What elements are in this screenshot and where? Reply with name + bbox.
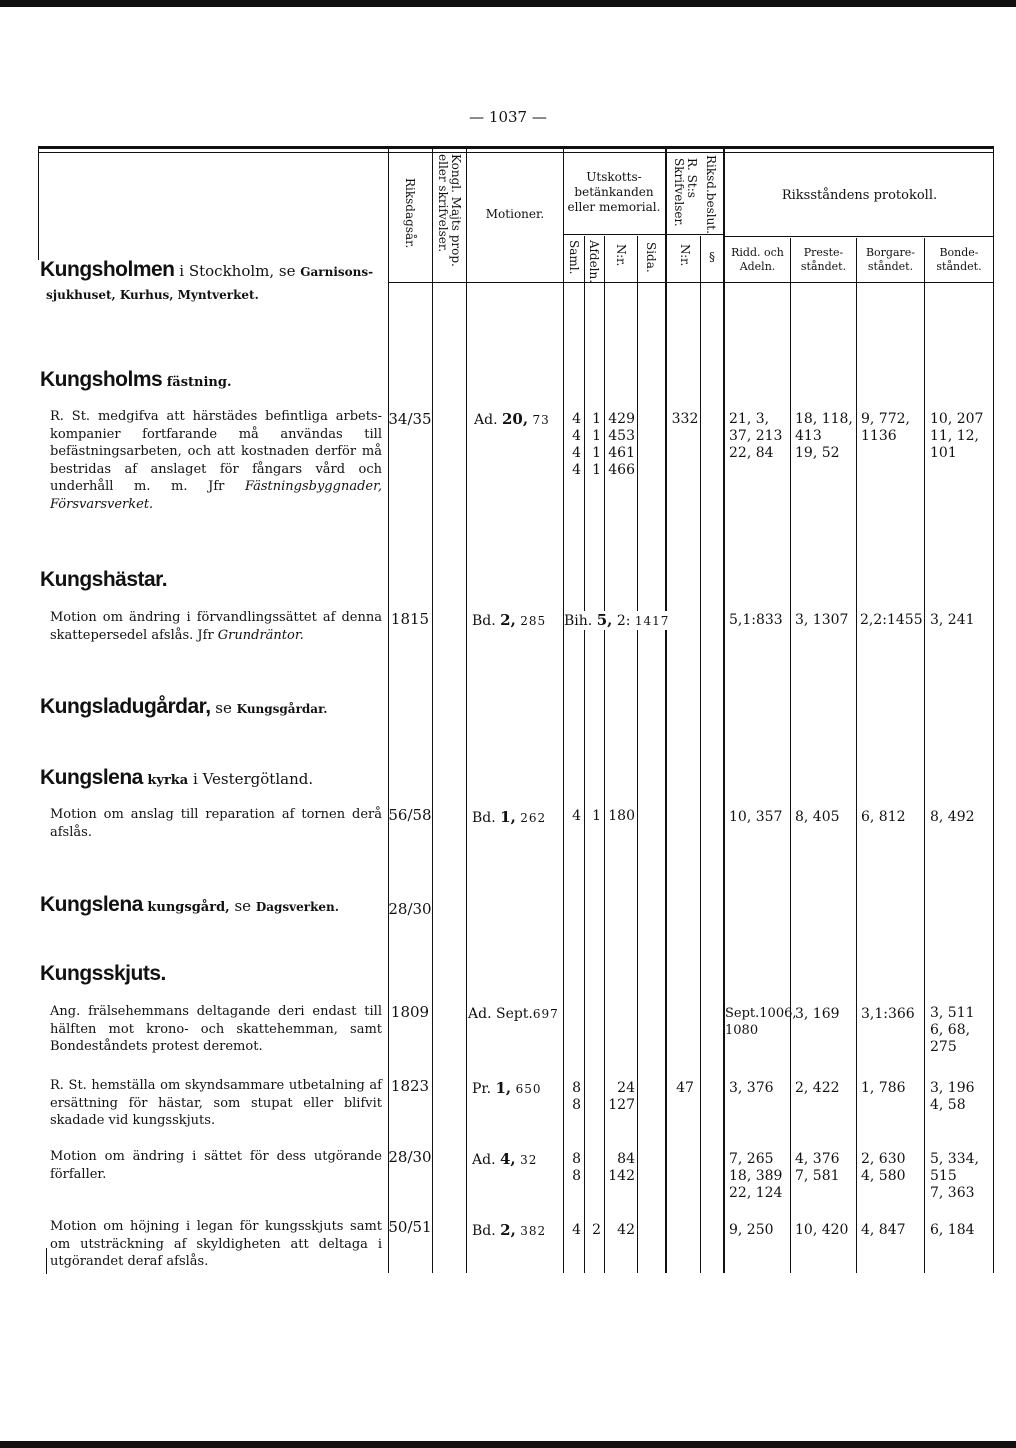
header-bonde: Bonde- ståndet. xyxy=(936,246,982,273)
section-kungslena-kyrka: Kungslena kyrka i Vestergötland. xyxy=(40,766,314,789)
entry-text: Motion om anslag till reparation af tornen derå afslås. xyxy=(50,807,382,840)
col-line-preste xyxy=(856,238,857,1273)
entry-borgare: 1, 786 xyxy=(861,1080,906,1096)
ref-link[interactable]: sjukhuset, Kurhus, Myntverket. xyxy=(46,288,259,302)
entry-motion: Ad. 20, 73 xyxy=(474,410,550,428)
entry-bonde: 5, 334, 515 7, 363 xyxy=(930,1151,979,1201)
utskotts-sub-rule xyxy=(563,234,670,235)
entry-preste: 10, 420 xyxy=(795,1222,849,1238)
entry-preste: 4, 376 7, 581 xyxy=(795,1151,840,1184)
section-title: Kungsladugårdar, xyxy=(40,695,211,718)
entry-ridd: 3, 376 xyxy=(729,1080,774,1096)
top-border xyxy=(0,0,1016,7)
entry-ridd: 21, 3, 37, 213 22, 84 xyxy=(729,411,783,461)
entry-year: 28/30 xyxy=(388,900,432,918)
section-kungsskjuts xyxy=(40,962,166,986)
col-line-saml xyxy=(584,236,585,1273)
entry-saml: 4 xyxy=(572,1222,581,1238)
header-borgare: Borgare- ståndet. xyxy=(865,246,916,273)
entry-skrif-nr: 332 xyxy=(671,411,699,427)
col-line-sida xyxy=(665,148,667,1273)
entry-preste: 18, 118, 413 19, 52 xyxy=(795,411,853,461)
section-kungslena-gard: Kungslena kungsgård, se Dagsverken. xyxy=(40,893,339,916)
ref-link[interactable]: Garnisons- xyxy=(300,265,374,279)
skrif-sub-rule xyxy=(670,234,725,235)
col-line-beslut xyxy=(723,148,725,1273)
entry-motion: Bd. 2, 382 xyxy=(472,1221,547,1239)
entry-saml: 8 8 xyxy=(572,1080,581,1113)
entry-year: 28/30 xyxy=(388,1148,432,1166)
col-line-skrif xyxy=(700,236,701,1273)
entry-borgare: 2, 630 4, 580 xyxy=(861,1151,906,1184)
col-line-ridd xyxy=(790,238,791,1273)
bottom-border xyxy=(0,1441,1016,1448)
page-number: — 1037 — xyxy=(469,108,547,126)
entry-afdeln: 2 xyxy=(592,1222,601,1238)
entry-saml: 8 8 xyxy=(572,1151,581,1184)
entry-nr: 180 xyxy=(608,808,635,824)
section-title: Kungshästar. xyxy=(40,568,168,591)
entry-motion: Ad. Sept.697 xyxy=(468,1006,559,1022)
entry-year: 34/35 xyxy=(388,410,432,428)
right-border xyxy=(993,148,994,1273)
header-bottom-rule xyxy=(388,282,994,283)
section-kungsholmen: Kungsholmen i Stockholm, se Garnisons- xyxy=(40,258,374,281)
entry-bonde: 8, 492 xyxy=(930,809,975,825)
col-line-motion xyxy=(466,148,467,1273)
left-border xyxy=(38,148,39,260)
section-title: Kungsholmen xyxy=(40,258,175,281)
entry-motion: Ad. 4, 32 xyxy=(472,1150,538,1168)
ref-link[interactable]: Grundräntor. xyxy=(217,627,304,643)
header-utskotts: Utskotts- betänkanden eller memorial. xyxy=(567,170,661,214)
entry-bonde: 3, 511 6, 68, 275 xyxy=(930,1005,975,1055)
entry-bonde: 10, 207 11, 12, 101 xyxy=(930,411,984,461)
entry-ridd: 10, 357 xyxy=(729,809,783,825)
section-kungsladugardar: Kungsladugårdar, se Kungsgårdar. xyxy=(40,695,328,718)
ref-link[interactable]: Dagsverken. xyxy=(255,900,339,914)
col-line-nr xyxy=(637,236,638,1273)
entry-text: Motion om ändring i förvandlingssättet af denna skattepersedel afslås. Jfr Grundräntor. xyxy=(50,610,382,643)
entry-bonde: 6, 184 xyxy=(930,1222,975,1238)
header-saml: Saml. xyxy=(567,240,581,275)
entry-skrif-nr: 47 xyxy=(676,1080,694,1096)
table-top-rule xyxy=(38,146,994,149)
col-line-afdeln xyxy=(604,236,605,1273)
entry-afdeln: 1 1 1 1 xyxy=(592,411,601,478)
entry-text: Ang. frälsehemmans deltagande deri endast till hälften mot krono- och skattehemman, samt Bondeståndets protest deremot. xyxy=(50,1004,382,1054)
entry-preste: 3, 1307 xyxy=(795,612,849,628)
header-paragraph: § xyxy=(709,250,715,264)
entry-nr: 24 127 xyxy=(608,1080,635,1113)
entry-ridd: 7, 265 18, 389 22, 124 xyxy=(729,1151,783,1201)
col-line-year xyxy=(388,148,389,1273)
entry-motion: Bd. 1, 262 xyxy=(472,808,547,826)
entry-bonde: 3, 196 4, 58 xyxy=(930,1080,975,1113)
section-kungshastar xyxy=(40,568,167,592)
entry-borgare: 9, 772, 1136 xyxy=(861,411,910,444)
entry-text: R. St. medgifva att härstädes befintliga arbets-kompanier fortfarande må användas till befästningsarbeten, och att kostnaden derför må bestridas af anslaget för fångars vård och underhåll m. m. Jfr Fästningsbyggnader, Försvarsverket. xyxy=(50,409,382,512)
header-nr: N:r. xyxy=(614,244,628,267)
entry-year: 1815 xyxy=(390,610,430,628)
header-riksstandens: Riksståndens protokoll. xyxy=(781,188,938,203)
section-title: Kungslena xyxy=(40,766,143,789)
col-line-borgare xyxy=(924,238,925,1273)
header-ridd: Ridd. och Adeln. xyxy=(731,246,784,273)
entry-text: Motion om ändring i sättet för dess utgörande förfaller. xyxy=(50,1149,382,1182)
entry-borgare: 3,1:366 xyxy=(861,1006,915,1022)
protokoll-sub-rule xyxy=(725,236,993,237)
entry-text: Motion om höjning i legan för kungsskjuts samt om utsträckning af skyldigheten att deltaga i utgörandet deraf afslås. xyxy=(50,1219,382,1269)
section-title: Kungsskjuts. xyxy=(40,962,166,985)
entry-ridd: 9, 250 xyxy=(729,1222,774,1238)
entry-year: 50/51 xyxy=(388,1218,432,1236)
entry-motion: Pr. 1, 650 xyxy=(472,1079,542,1097)
entry-saml: 4 xyxy=(572,808,581,824)
entry-afdeln: 1 xyxy=(592,808,601,824)
ref-link[interactable]: Fästningsbyggnader, Försvarsverket. xyxy=(50,479,382,512)
entry-text: R. St. hemställa om skyndsammare utbetalning af ersättning för hästar, som stupat eller blifvit skadade vid kungsskjuts. xyxy=(50,1078,382,1128)
entry-nr: 84 142 xyxy=(608,1151,635,1184)
entry-borgare: 6, 812 xyxy=(861,809,906,825)
entry-bihang: Bih. 5, 2: 1417 xyxy=(564,611,670,629)
header-kongl-prop: Kongl. Majts prop. eller skrifvelser. xyxy=(436,154,463,267)
entry-bonde: 3, 241 xyxy=(930,612,975,628)
col-line-prop xyxy=(432,148,433,1273)
header-afdeln: Afdeln. xyxy=(587,240,601,284)
entry-year: 1823 xyxy=(390,1077,430,1095)
entry-year: 1809 xyxy=(390,1003,430,1021)
section-title: Kungslena xyxy=(40,893,143,916)
header-riksdagsar: Riksdagsår. xyxy=(403,178,417,249)
entry-preste: 3, 169 xyxy=(795,1006,840,1022)
entry-borgare: 4, 847 xyxy=(861,1222,906,1238)
header-sida: Sida. xyxy=(644,242,658,273)
entry-ridd: Sept.1006, 1080 xyxy=(725,1006,797,1038)
entry-borgare: 2,2:1455 xyxy=(860,612,923,628)
header-motioner: Motioner. xyxy=(485,207,545,221)
entry-saml: 4 4 4 4 xyxy=(572,411,581,478)
ref-link[interactable]: Kungsgårdar. xyxy=(236,702,328,716)
entry-ridd: 5,1:833 xyxy=(729,612,783,628)
header-r-sts-skrifvelser: R. St:s Skrifvelser. xyxy=(672,158,699,227)
header-skrif-nr: N:r. xyxy=(678,244,692,267)
entry-preste: 2, 422 xyxy=(795,1080,840,1096)
header-preste: Preste- ståndet. xyxy=(800,246,847,273)
entry-year: 56/58 xyxy=(388,806,432,824)
table-top-rule-thin xyxy=(38,152,994,153)
section-kungsholms: Kungsholms fästning. xyxy=(40,368,232,391)
section-kungsholmen-ref2 xyxy=(46,287,259,303)
section-title: Kungsholms xyxy=(40,368,163,391)
left-stub xyxy=(46,1248,47,1274)
entry-preste: 8, 405 xyxy=(795,809,840,825)
entry-nr: 42 xyxy=(617,1222,635,1238)
entry-nr: 429 453 461 466 xyxy=(608,411,635,478)
entry-motion: Bd. 2, 285 xyxy=(472,611,547,629)
header-riksd-beslut: Riksd.beslut. xyxy=(704,155,718,234)
